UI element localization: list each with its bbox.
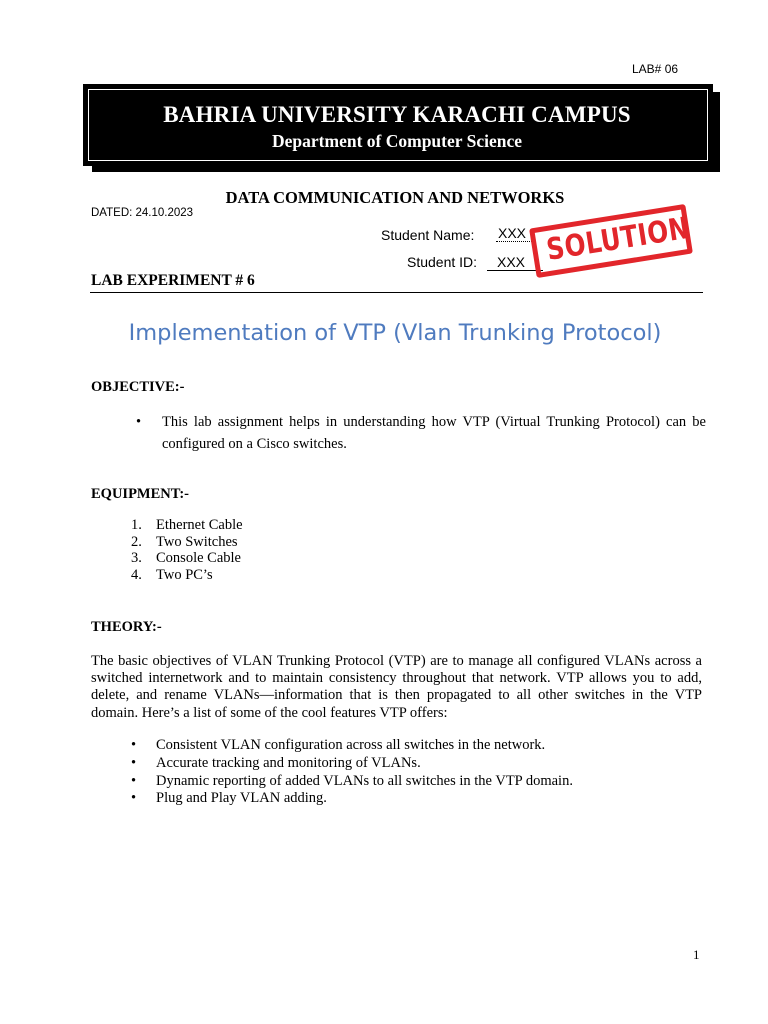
objective-text: This lab assignment helps in understanding how VTP (Virtual Trunking Protocol) can be configured on a Cisco switches. <box>162 414 706 452</box>
student-name-label: Student Name: <box>381 227 475 243</box>
heading-rule <box>90 292 703 293</box>
student-name-value: XXX <box>496 225 534 242</box>
dated: DATED: 24.10.2023 <box>91 207 194 219</box>
objective-bullet <box>136 411 706 455</box>
item-text: Two PC’s <box>156 567 213 584</box>
objective-heading: OBJECTIVE:- <box>91 379 185 395</box>
equipment-heading: EQUIPMENT:- <box>91 486 190 502</box>
lab-experiment-heading: LAB EXPERIMENT # 6 <box>91 272 255 289</box>
item-number: 1. <box>131 517 142 533</box>
document-title: Implementation of VTP (Vlan Trunking Protocol) <box>128 320 662 346</box>
item-number: 3. <box>131 550 142 567</box>
theory-heading: THEORY:- <box>91 619 162 635</box>
solution-stamp <box>529 204 693 278</box>
page-number: 1 <box>693 947 700 962</box>
bullet-icon: • <box>131 737 137 753</box>
university-name: BAHRIA UNIVERSITY KARACHI CAMPUS <box>163 102 631 127</box>
student-id-label: Student ID: <box>407 254 478 270</box>
feature-text: Accurate tracking and monitoring of VLANs. <box>156 754 421 771</box>
theory-paragraph: The basic objectives of VLAN Trunking Protocol (VTP) are to manage all configured VLANs across a switched internetwork and to maintain consistency throughout that network. VTP allows you to add, delete, and rename VLANs—information that is then propagated to all other switches in the VTP domain. Here’s a list of some of the cool features VTP offers: <box>91 653 702 721</box>
bullet-icon: • <box>131 754 137 771</box>
feature-text: Dynamic reporting of added VLANs to all switches in the VTP domain. <box>156 772 573 789</box>
item-number: 2. <box>131 533 142 550</box>
bullet-icon: • <box>131 772 137 789</box>
item-text: Ethernet Cable <box>156 517 243 533</box>
department-name: Department of Computer Science <box>272 131 522 151</box>
item-number: 4. <box>131 567 142 584</box>
bullet-icon: • <box>131 790 137 807</box>
lab-number: LAB# 06 <box>632 62 679 76</box>
course-title: DATA COMMUNICATION AND NETWORKS <box>225 188 565 207</box>
feature-text: Plug and Play VLAN adding. <box>156 790 327 807</box>
student-id-value: XXX <box>487 254 543 271</box>
bullet-icon: • <box>136 414 142 430</box>
item-text: Two Switches <box>156 533 238 550</box>
item-text: Console Cable <box>156 550 241 567</box>
stamp-text: SOLUTION <box>544 210 693 268</box>
feature-text: Consistent VLAN configuration across all switches in the network. <box>156 737 546 753</box>
